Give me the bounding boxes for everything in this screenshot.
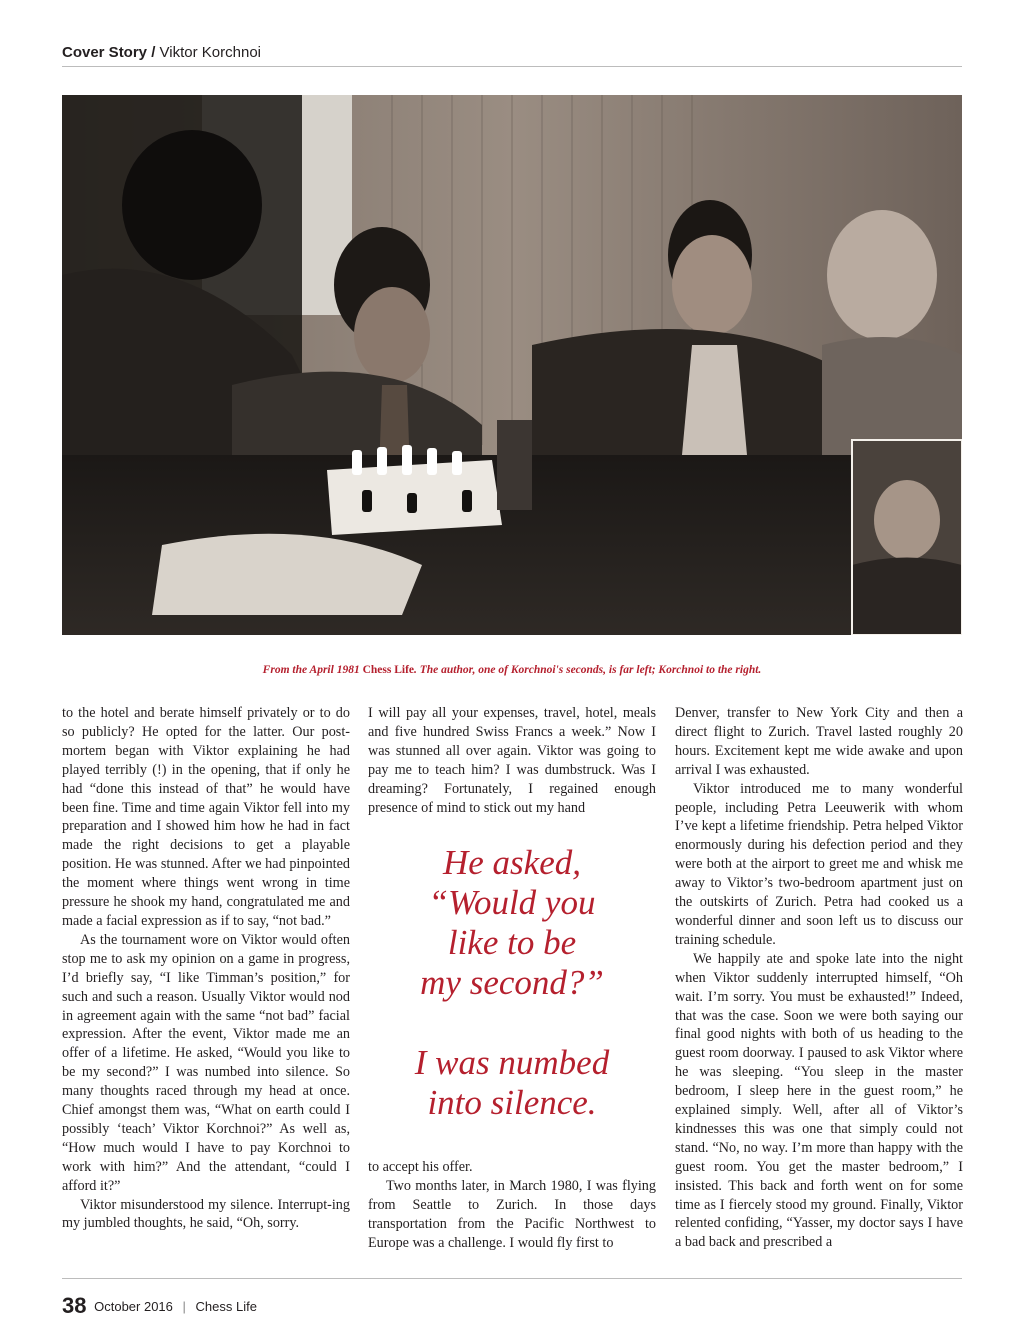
header-separator: / [151, 44, 156, 61]
pull-quote-spacer [368, 1003, 656, 1043]
paragraph: Denver, transfer to New York City and then a direct flight to Zurich. Travel lasted roughly 20 hours. Excitement kept me wide awake and upon arrival I was exhausted. [675, 705, 963, 778]
paragraph: to the hotel and berate himself privately or to do so publicly? He opted for the latter. Our post-mortem began with Viktor explaining he had played terribly (!) in the opening, that if only he had “done this instead of that” he would have been fine. Time and time again Viktor fell into my preparation and I showed him how he had in fact made the right decisions to get a playable position. He was stunned. After we had pinpointed the moment where things went wrong in time pressure he shook my hand, congratulated me and made a facial expression as if to say, “not bad.” [62, 705, 350, 929]
caption-prefix: From the April 1981 [262, 664, 363, 676]
pull-quote-line: into silence. [427, 1083, 597, 1122]
footer-rule [62, 1278, 962, 1279]
photo-icon [62, 95, 962, 635]
page-footer [62, 1293, 257, 1319]
body-column-1 [62, 704, 350, 1233]
body-column-3 [675, 704, 963, 1252]
running-header [62, 44, 962, 61]
pull-quote-line: “Would you [428, 883, 596, 922]
article-photo [62, 95, 962, 635]
section-label: Cover Story [62, 44, 148, 61]
issue-date: October 2016 [94, 1299, 173, 1314]
body-column-2-bottom [368, 1158, 656, 1253]
paragraph: Viktor introduced me to many wonderful people, including Petra Leeuwerik with whom I’ve kept a lifetime friendship. Petra helped Viktor enormously during his defection period and they were both at the airport to greet me and whisk me away to Viktor’s two-bedroom apartment just on the outskirts of Zurich. Petra had cooked us a wonderful dinner and soon left us to discuss our training schedule. [675, 780, 963, 948]
pull-quote-line: He asked, [442, 843, 581, 882]
pull-quote-line: like to be [447, 923, 577, 962]
paragraph: Viktor misunderstood my silence. Interrupt-ing my jumbled thoughts, he said, “Oh, sorry. [62, 1196, 350, 1232]
page-number: 38 [62, 1293, 87, 1318]
paragraph: I will pay all your expenses, travel, hotel, meals and five hundred Swiss Francs a week.” Now I was stunned all over again. Viktor was going to pay me to teach him? I was dumbstruck. Was I dreaming? Fortunately, I regained enough presence of mind to stick out my hand [368, 705, 656, 816]
pull-quote [368, 843, 656, 1123]
paragraph: We happily ate and spoke late into the night when Viktor suddenly interrupted himself, “Oh wait. I’m sorry. You must be exhausted!” Indeed, that was the case. Soon we were both saying our final good nights with both of us heading to the guest room doorway. I paused to ask Viktor where he was sleeping. “You sleep in the master bedroom, I sleep here in the guest room,” he explained simply. Well, after all of Viktor’s kindnesses this was one that simply could not stand. “No, no way. I’m more than happy with the guest room. You get the master bedroom,” I insisted. This back and forth went on for some time as I fiercely stood my ground. Finally, Viktor relented confiding, “Yasser, my doctor says I have a bad back and prescribed a [675, 950, 963, 1251]
publication-name: Chess Life [195, 1299, 257, 1314]
paragraph: to accept his offer. [368, 1159, 473, 1175]
body-column-2-top [368, 704, 656, 817]
pull-quote-line: I was numbed [414, 1043, 610, 1082]
footer-separator: | [182, 1299, 186, 1314]
caption-magazine: Chess Life [362, 664, 415, 676]
photo-caption [62, 664, 962, 676]
header-rule [62, 66, 962, 67]
paragraph: As the tournament wore on Viktor would often stop me to ask my opinion on a game in progress, I’d briefly say, “I like Timman’s position,” for such and such a reason. Usually Viktor would nod in agreement again with the same “not bad” facial expression. After the event, Viktor made me an offer of a lifetime. He asked, “Would you like to be my second?” I was numbed into silence. So many thoughts raced through my head at once. Chief amongst them was, “What on earth could I possibly ‘teach’ Viktor Korchnoi?” As well as, “How much would I have to pay Korchnoi to work with him?” And the attendant, “could I afford it?” [62, 931, 350, 1194]
pull-quote-line: my second?” [420, 963, 604, 1002]
article-subject: Viktor Korchnoi [159, 44, 261, 61]
paragraph: Two months later, in March 1980, I was flying from Seattle to Zurich. In those days transportation from the Pacific Northwest to Europe was a challenge. I would fly first to [368, 1177, 656, 1251]
caption-suffix: . The author, one of Korchnoi's seconds, is far left; Korchnoi to the right. [414, 664, 762, 676]
